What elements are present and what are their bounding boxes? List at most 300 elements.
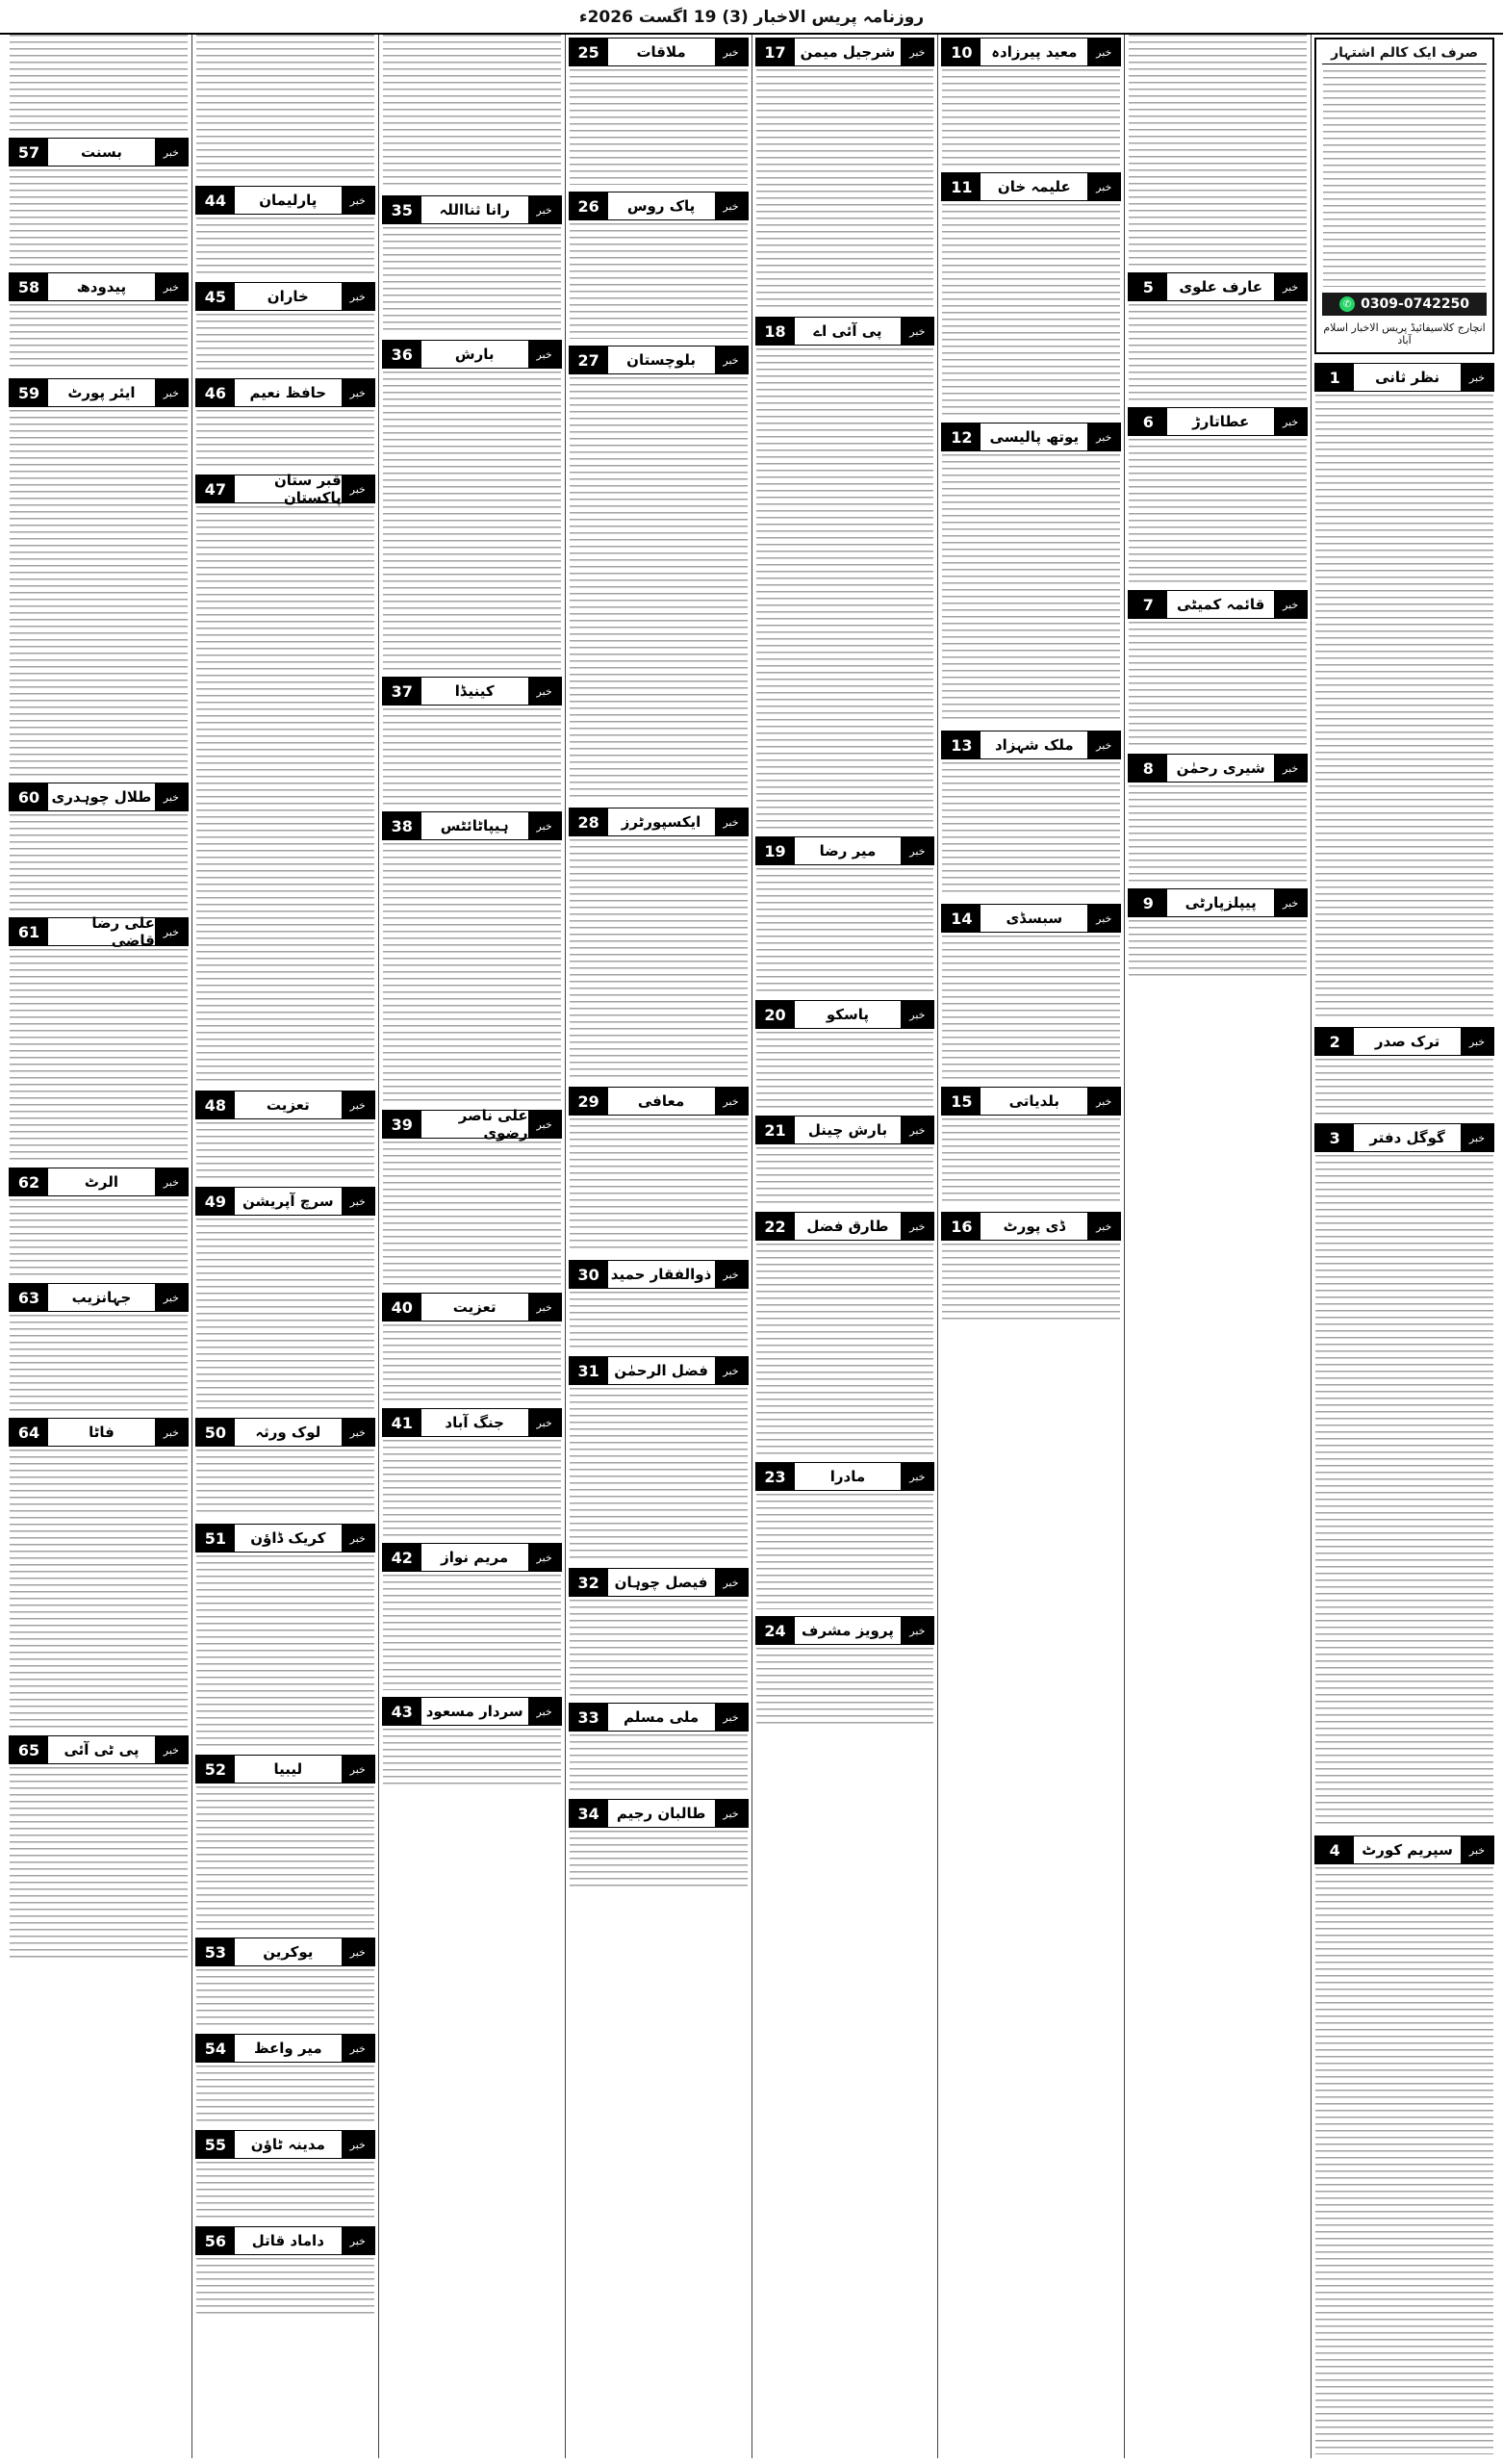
- news-story: [382, 192, 562, 333]
- story-header: [382, 340, 562, 369]
- story-headline: معید پیرزادہ: [991, 43, 1078, 61]
- story-header: [941, 1087, 1121, 1116]
- story-header: [569, 346, 749, 374]
- story-header: [9, 272, 189, 301]
- story-number: 15: [942, 1088, 981, 1115]
- story-number: 31: [570, 1357, 608, 1384]
- story-headline: گوگل دفتر: [1369, 1129, 1445, 1146]
- story-headline: ڈی پورٹ: [1003, 1218, 1066, 1235]
- news-story: [941, 728, 1121, 897]
- story-header: [1314, 1123, 1494, 1152]
- story-headline: ایئر پورٹ: [67, 384, 136, 401]
- story-category-label: خبر: [715, 1261, 748, 1288]
- story-header: [195, 1524, 375, 1553]
- news-story: [1128, 404, 1308, 583]
- story-header: [382, 1408, 562, 1437]
- story-headline: بلوچستان: [626, 351, 696, 369]
- story-header: [755, 1212, 935, 1241]
- story-body-text: [756, 1494, 934, 1609]
- story-headline: کینیڈا: [454, 682, 495, 700]
- news-story: [195, 1088, 375, 1180]
- story-number: 49: [196, 1188, 235, 1215]
- story-category-label: خبر: [155, 783, 188, 810]
- story-number: 1: [1315, 364, 1354, 391]
- news-story: [195, 2223, 375, 2316]
- news-story: [1314, 360, 1494, 1020]
- masthead: روزنامہ پریس الاخبار (3) 19 اگست 2026ء: [0, 0, 1503, 35]
- story-category-label: خبر: [1087, 424, 1120, 450]
- news-story: [195, 35, 375, 179]
- story-header: [195, 1938, 375, 1966]
- story-headline: علی رضا قاضی: [91, 914, 155, 949]
- story-headline: شیری رحمٰن: [1176, 759, 1265, 777]
- story-category-label: خبر: [1274, 591, 1307, 618]
- news-column: [752, 35, 938, 2458]
- story-number: 20: [756, 1001, 795, 1028]
- story-number: 11: [942, 173, 981, 200]
- story-category-label: خبر: [1087, 173, 1120, 200]
- story-number: 44: [196, 187, 235, 214]
- news-story: [9, 1165, 189, 1276]
- story-headline: نظر ثانی: [1375, 369, 1439, 386]
- ad-phone-number: 0309-0742250: [1361, 296, 1470, 312]
- story-category-label: خبر: [715, 1704, 748, 1731]
- story-category-label: خبر: [715, 808, 748, 835]
- story-number: 29: [570, 1088, 608, 1115]
- story-category-label: خبر: [528, 341, 561, 368]
- story-header: [9, 1168, 189, 1196]
- story-number: 5: [1129, 273, 1167, 300]
- story-body-text: [942, 69, 1120, 166]
- story-category-label: خبر: [715, 38, 748, 65]
- story-category-label: خبر: [342, 2035, 374, 2062]
- story-header: [382, 1543, 562, 1572]
- news-story: [382, 1290, 562, 1401]
- story-header: [1314, 1835, 1494, 1864]
- news-story: [1128, 587, 1308, 747]
- story-headline: بارش: [454, 346, 495, 363]
- story-headline: مریم نواز: [441, 1549, 509, 1566]
- story-headline: پیپلزپارٹی: [1185, 894, 1257, 911]
- story-body-text: [570, 1734, 748, 1792]
- story-header: [941, 731, 1121, 759]
- story-number: 62: [10, 1168, 48, 1195]
- story-header: [195, 2226, 375, 2255]
- ad-phone[interactable]: [1322, 293, 1487, 316]
- news-story: [195, 472, 375, 1084]
- story-body-text: [196, 2066, 374, 2123]
- story-body-text: [942, 204, 1120, 416]
- news-column: [565, 35, 752, 2458]
- story-body-text: [1315, 1155, 1493, 1829]
- story-body-text: [1129, 35, 1307, 266]
- story-category-label: خبر: [342, 1525, 374, 1552]
- story-body-text: [756, 1648, 934, 1725]
- news-story: [941, 901, 1121, 1080]
- story-header: [755, 836, 935, 865]
- news-story: [755, 834, 935, 993]
- story-number: 18: [756, 318, 795, 345]
- news-story: [9, 375, 189, 776]
- story-headline: علی ناصر رضوی: [458, 1107, 528, 1142]
- story-headline: پاسکو: [826, 1006, 870, 1023]
- news-story: [195, 1935, 375, 2027]
- story-body-text: [942, 762, 1120, 897]
- news-story: [755, 1459, 935, 1609]
- news-story: [382, 1107, 562, 1286]
- news-story: [569, 1796, 749, 1888]
- news-story: [382, 1540, 562, 1690]
- story-header: [1128, 272, 1308, 301]
- story-header: [1314, 363, 1494, 392]
- story-body-text: [570, 69, 748, 185]
- story-body-text: [1129, 622, 1307, 747]
- news-story: [755, 997, 935, 1109]
- story-category-label: خبر: [715, 1357, 748, 1384]
- story-body-text: [383, 227, 561, 333]
- story-body-text: [196, 1969, 374, 2027]
- story-body-text: [942, 1118, 1120, 1205]
- story-header: [1128, 590, 1308, 619]
- story-body-text: [570, 1292, 748, 1349]
- story-headline: ملک شہزاد: [994, 736, 1074, 754]
- story-headline: تعزیت: [452, 1298, 497, 1316]
- story-header: [382, 195, 562, 224]
- story-category-label: خبر: [342, 379, 374, 406]
- story-number: 59: [10, 379, 48, 406]
- news-story: [1128, 270, 1308, 400]
- story-headline: عطاتارڑ: [1192, 413, 1250, 430]
- news-story: [382, 674, 562, 805]
- story-header: [382, 811, 562, 840]
- story-category-label: خبر: [1461, 1028, 1493, 1055]
- news-story: [941, 420, 1121, 724]
- story-category-label: خبر: [342, 2131, 374, 2158]
- story-number: 21: [756, 1116, 795, 1143]
- story-category-label: خبر: [1087, 732, 1120, 758]
- story-number: 28: [570, 808, 608, 835]
- story-number: 58: [10, 273, 48, 300]
- story-category-label: خبر: [155, 1736, 188, 1763]
- story-header: [941, 38, 1121, 66]
- story-headline: مدینہ ٹاؤن: [250, 2136, 325, 2153]
- newspaper-page: [6, 35, 1497, 2458]
- story-header: [195, 472, 375, 506]
- story-body-text: [196, 1786, 374, 1931]
- story-body-text: [10, 1767, 188, 1960]
- story-headline: سپریم کورٹ: [1362, 1841, 1453, 1859]
- story-body-text: [196, 218, 374, 275]
- story-category-label: خبر: [901, 318, 933, 345]
- story-headline: سبسڈی: [1006, 910, 1063, 927]
- story-header: [1128, 407, 1308, 436]
- news-story: [941, 35, 1121, 166]
- story-body-text: [196, 35, 374, 179]
- story-category-label: خبر: [901, 1001, 933, 1028]
- story-headline: بلدیاتی: [1008, 1092, 1060, 1110]
- story-body-text: [756, 1147, 934, 1205]
- story-body-text: [756, 348, 934, 830]
- news-story: [1314, 1024, 1494, 1116]
- story-body-text: [1129, 304, 1307, 400]
- story-category-label: خبر: [528, 1409, 561, 1436]
- story-category-label: خبر: [342, 1091, 374, 1118]
- story-headline: داماد قاتل: [251, 2232, 324, 2249]
- story-number: 34: [570, 1800, 608, 1827]
- story-body-text: [1315, 1059, 1493, 1116]
- story-headline: الرٹ: [84, 1173, 119, 1191]
- story-number: 42: [383, 1544, 421, 1571]
- story-category-label: خبر: [155, 1419, 188, 1446]
- story-headline: طلال چوہدری: [51, 788, 152, 806]
- news-column: [1124, 35, 1311, 2458]
- story-headline: شرجیل میمن: [800, 43, 896, 61]
- story-category-label: خبر: [155, 1168, 188, 1195]
- story-category-label: خبر: [155, 379, 188, 406]
- story-number: 65: [10, 1736, 48, 1763]
- story-body-text: [570, 1388, 748, 1561]
- news-story: [569, 1565, 749, 1696]
- story-header: [941, 904, 1121, 933]
- story-number: 55: [196, 2131, 235, 2158]
- story-headline: فاٹا: [89, 1424, 115, 1441]
- story-number: 3: [1315, 1124, 1354, 1151]
- story-header: [9, 1283, 189, 1312]
- story-body-text: [942, 1244, 1120, 1321]
- news-story: [382, 808, 562, 1103]
- story-header: [382, 1293, 562, 1322]
- story-category-label: خبر: [1461, 1124, 1493, 1151]
- story-body-text: [10, 410, 188, 776]
- story-body-text: [570, 1600, 748, 1696]
- story-number: 39: [383, 1111, 421, 1138]
- story-headline: قائمہ کمیٹی: [1177, 596, 1265, 613]
- story-category-label: خبر: [1461, 1836, 1493, 1863]
- story-header: [1314, 1027, 1494, 1056]
- news-column: [6, 35, 191, 2458]
- story-headline: علیمہ خان: [997, 178, 1071, 195]
- news-story: [195, 1415, 375, 1517]
- story-body-text: [196, 1450, 374, 1517]
- story-body-text: [196, 1219, 374, 1411]
- story-number: 47: [196, 475, 235, 502]
- story-header: [9, 378, 189, 407]
- news-story: [755, 1613, 935, 1725]
- news-story: [195, 1184, 375, 1411]
- news-story: [382, 35, 562, 189]
- story-body-text: [942, 936, 1120, 1080]
- story-number: 45: [196, 283, 235, 310]
- story-header: [195, 282, 375, 311]
- story-headline: خاران: [267, 288, 309, 305]
- news-story: [9, 35, 189, 131]
- story-header: [569, 192, 749, 220]
- story-headline: لوک ورثہ: [255, 1424, 321, 1441]
- story-number: 37: [383, 678, 421, 705]
- story-number: 22: [756, 1213, 795, 1240]
- news-story: [9, 135, 189, 266]
- story-category-label: خبر: [528, 1111, 561, 1138]
- story-body-text: [756, 1244, 934, 1455]
- news-story: [382, 1694, 562, 1786]
- story-category-label: خبر: [1274, 755, 1307, 782]
- story-body-text: [1129, 920, 1307, 978]
- story-header: [195, 186, 375, 215]
- news-story: [1128, 751, 1308, 882]
- story-headline: سردار مسعود: [425, 1703, 523, 1720]
- story-headline: بسنت: [80, 143, 122, 161]
- story-body-text: [383, 1575, 561, 1690]
- story-headline: ایکسپورٹرز: [621, 813, 701, 831]
- story-number: 26: [570, 192, 608, 219]
- story-headline: پاک روس: [626, 197, 696, 215]
- story-header: [195, 1755, 375, 1784]
- story-number: 32: [570, 1569, 608, 1596]
- story-category-label: خبر: [528, 196, 561, 223]
- story-body-text: [383, 1324, 561, 1401]
- story-body-text: [10, 304, 188, 372]
- story-headline: پارلیمان: [259, 192, 318, 209]
- news-story: [941, 1084, 1121, 1205]
- story-header: [569, 1087, 749, 1116]
- story-headline: ترک صدر: [1374, 1033, 1440, 1050]
- story-category-label: خبر: [901, 1463, 933, 1490]
- story-body-text: [383, 708, 561, 805]
- story-number: 19: [756, 837, 795, 864]
- news-story: [382, 337, 562, 670]
- news-story: [755, 314, 935, 830]
- story-category-label: خبر: [528, 812, 561, 839]
- story-category-label: خبر: [1087, 38, 1120, 65]
- story-category-label: خبر: [1274, 408, 1307, 435]
- story-header: [941, 423, 1121, 451]
- story-header: [195, 1187, 375, 1216]
- story-headline: یوکرین: [263, 1943, 314, 1961]
- story-body-text: [10, 1199, 188, 1276]
- news-story: [195, 2031, 375, 2123]
- story-category-label: خبر: [342, 1756, 374, 1783]
- story-number: 63: [10, 1284, 48, 1311]
- story-header: [569, 1260, 749, 1289]
- news-story: [195, 2127, 375, 2220]
- story-header: [755, 1116, 935, 1144]
- news-story: [755, 35, 935, 310]
- story-headline: طارق فضل: [806, 1218, 889, 1235]
- story-number: 30: [570, 1261, 608, 1288]
- story-body-text: [196, 506, 374, 1084]
- story-headline: سرچ آپریشن: [242, 1193, 334, 1210]
- story-category-label: خبر: [715, 1800, 748, 1827]
- story-headline: طالبان رجیم: [616, 1805, 706, 1822]
- news-story: [195, 1521, 375, 1748]
- story-headline: پی ٹی آئی: [64, 1741, 140, 1758]
- news-story: [9, 270, 189, 372]
- story-category-label: خبر: [342, 2227, 374, 2254]
- news-column: [191, 35, 378, 2458]
- story-number: 57: [10, 139, 48, 166]
- story-headline: معافی: [637, 1092, 685, 1110]
- news-story: [9, 1732, 189, 1960]
- news-story: [569, 805, 749, 1080]
- story-number: 10: [942, 38, 981, 65]
- news-story: [382, 1405, 562, 1536]
- story-body-text: [756, 868, 934, 993]
- story-header: [195, 2130, 375, 2159]
- news-story: [755, 1209, 935, 1455]
- story-header: [1128, 754, 1308, 783]
- ad-title: صرف ایک کالم اشتہار: [1322, 45, 1487, 64]
- story-category-label: خبر: [155, 1284, 188, 1311]
- story-body-text: [196, 1122, 374, 1180]
- story-body-text: [570, 839, 748, 1080]
- story-headline: جہانزیب: [71, 1289, 132, 1306]
- story-category-label: خبر: [1274, 273, 1307, 300]
- story-header: [755, 38, 935, 66]
- story-number: 54: [196, 2035, 235, 2062]
- story-number: 46: [196, 379, 235, 406]
- story-category-label: خبر: [342, 1419, 374, 1446]
- story-header: [569, 38, 749, 66]
- story-header: [569, 1356, 749, 1385]
- story-number: 7: [1129, 591, 1167, 618]
- news-column: [1311, 35, 1497, 2458]
- story-header: [195, 1418, 375, 1447]
- story-number: 52: [196, 1756, 235, 1783]
- story-number: 2: [1315, 1028, 1354, 1055]
- story-headline: قبر ستان پاکستان: [273, 472, 342, 506]
- news-story: [9, 914, 189, 1161]
- story-category-label: خبر: [342, 283, 374, 310]
- story-category-label: خبر: [155, 918, 188, 945]
- story-header: [195, 378, 375, 407]
- story-headline: پرویز مشرف: [802, 1622, 894, 1639]
- story-body-text: [383, 843, 561, 1103]
- story-number: 16: [942, 1213, 981, 1240]
- story-headline: ملاقات: [636, 43, 686, 61]
- story-number: 25: [570, 38, 608, 65]
- story-category-label: خبر: [155, 139, 188, 166]
- news-story: [569, 1700, 749, 1792]
- story-headline: یوتھ پالیسی: [989, 428, 1080, 446]
- story-headline: جنگ آباد: [445, 1414, 504, 1431]
- news-story: [9, 780, 189, 911]
- story-headline: میر واعظ: [253, 2040, 322, 2057]
- story-number: 33: [570, 1704, 608, 1731]
- story-category-label: خبر: [342, 475, 374, 502]
- story-number: 4: [1315, 1836, 1354, 1863]
- story-category-label: خبر: [715, 346, 748, 373]
- story-number: 51: [196, 1525, 235, 1552]
- story-header: [382, 677, 562, 706]
- story-category-label: خبر: [155, 273, 188, 300]
- story-number: 13: [942, 732, 981, 758]
- news-story: [941, 169, 1121, 416]
- story-header: [9, 914, 189, 949]
- story-body-text: [10, 1450, 188, 1729]
- story-number: 24: [756, 1617, 795, 1644]
- story-headline: پیدودھ: [76, 278, 127, 295]
- ad-body-text: [1323, 70, 1486, 287]
- story-header: [195, 1091, 375, 1119]
- story-body-text: [383, 1440, 561, 1536]
- story-number: 17: [756, 38, 795, 65]
- story-category-label: خبر: [715, 1088, 748, 1115]
- story-number: 48: [196, 1091, 235, 1118]
- story-number: 64: [10, 1419, 48, 1446]
- story-headline: پی آئی اے: [813, 322, 882, 340]
- news-story: [195, 279, 375, 372]
- news-story: [569, 1353, 749, 1561]
